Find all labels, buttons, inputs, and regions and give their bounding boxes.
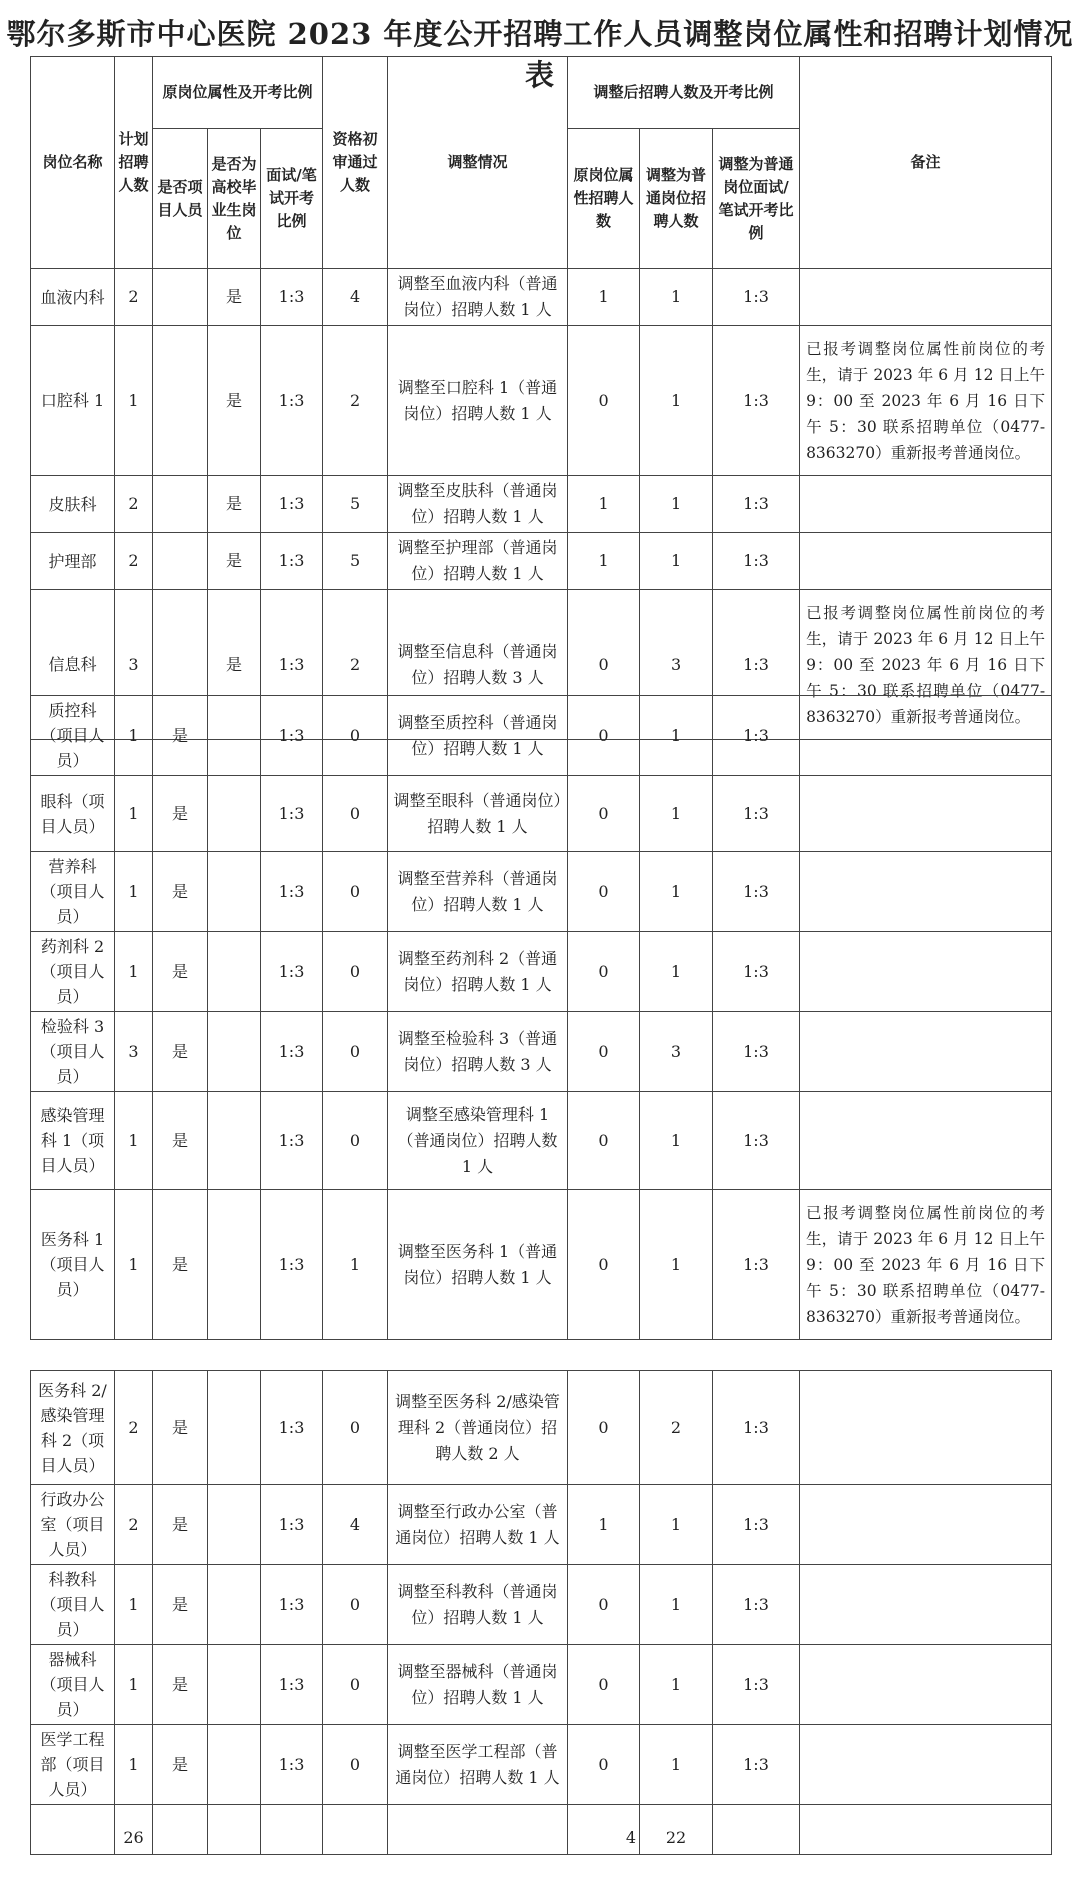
cell-ratio: 1:3 <box>261 696 323 776</box>
cell-plan-count: 1 <box>115 852 153 932</box>
cell-ratio: 1:3 <box>261 476 323 533</box>
cell-is-project: 是 <box>153 852 208 932</box>
cell-original-count: 0 <box>568 696 640 776</box>
cell-original-count: 0 <box>568 1012 640 1092</box>
cell-is-graduate: 是 <box>208 326 261 476</box>
cell-note: 已报考调整岗位属性前岗位的考生，请于 2023 年 6 月 12 日上午 9：00 至 2023 年 6 月 16 日下午 5：30 联系招聘单位（0477-8363270）重新报考普通岗位。 <box>800 590 1052 740</box>
cell-normal-ratio: 1:3 <box>713 776 800 852</box>
cell-plan-count: 2 <box>115 533 153 590</box>
table-row <box>31 326 1052 476</box>
cell-note: 已报考调整岗位属性前岗位的考生，请于 2023 年 6 月 12 日上午 9：00 至 2023 年 6 月 16 日下午 5：30 联系招聘单位（0477-8363270）重新报考普通岗位。 <box>800 326 1052 476</box>
cell-is-graduate <box>208 1725 261 1805</box>
cell-plan-count: 1 <box>115 1645 153 1725</box>
total-plan: 26 <box>115 1805 153 1855</box>
cell-normal-ratio: 1:3 <box>713 476 800 533</box>
cell-post-name: 医务科 2/感染管理科 2（项目人员） <box>31 1371 115 1485</box>
cell-passed-count: 5 <box>323 476 388 533</box>
header-is-project: 是否项目人员 <box>153 129 208 269</box>
table-row <box>31 1565 1052 1645</box>
cell-is-graduate <box>208 1565 261 1645</box>
header-normal-ratio: 调整为普通岗位面试/笔试开考比例 <box>713 129 800 269</box>
cell-normal-count: 1 <box>640 932 713 1012</box>
cell-adjustment: 调整至口腔科 1（普通岗位）招聘人数 1 人 <box>388 326 568 476</box>
cell-is-graduate <box>208 776 261 852</box>
table-row <box>31 1371 1052 1485</box>
cell-post-name: 感染管理科 1（项目人员） <box>31 1092 115 1190</box>
cell-is-graduate <box>208 696 261 776</box>
cell-ratio: 1:3 <box>261 533 323 590</box>
cell-is-graduate <box>208 1371 261 1485</box>
recruitment-table-part-2 <box>30 695 1052 1340</box>
table-row <box>31 1190 1052 1340</box>
cell-is-graduate <box>208 1645 261 1725</box>
cell-adjustment: 调整至行政办公室（普通岗位）招聘人数 1 人 <box>388 1485 568 1565</box>
cell-original-count: 1 <box>568 269 640 326</box>
cell-plan-count: 1 <box>115 776 153 852</box>
cell-post-name: 器械科（项目人员） <box>31 1645 115 1725</box>
table-row <box>31 696 1052 776</box>
cell-adjustment: 调整至医学工程部（普通岗位）招聘人数 1 人 <box>388 1725 568 1805</box>
cell-normal-count: 1 <box>640 269 713 326</box>
cell-passed-count: 0 <box>323 1565 388 1645</box>
header-original-group: 原岗位属性及开考比例 <box>153 57 323 129</box>
recruitment-table-part-3 <box>30 1370 1052 1855</box>
cell-normal-count: 3 <box>640 1012 713 1092</box>
cell-adjustment: 调整至信息科（普通岗位）招聘人数 3 人 <box>388 590 568 740</box>
empty-cell <box>713 1805 800 1855</box>
cell-is-project: 是 <box>153 932 208 1012</box>
cell-is-project: 是 <box>153 1092 208 1190</box>
cell-ratio: 1:3 <box>261 326 323 476</box>
cell-is-project <box>153 533 208 590</box>
cell-plan-count: 2 <box>115 476 153 533</box>
cell-normal-ratio: 1:3 <box>713 1725 800 1805</box>
table-row <box>31 932 1052 1012</box>
cell-note: 已报考调整岗位属性前岗位的考生，请于 2023 年 6 月 12 日上午 9：00 至 2023 年 6 月 16 日下午 5：30 联系招聘单位（0477-8363270）重新报考普通岗位。 <box>800 1190 1052 1340</box>
cell-original-count: 0 <box>568 776 640 852</box>
cell-post-name: 检验科 3（项目人员） <box>31 1012 115 1092</box>
cell-post-name: 质控科（项目人员） <box>31 696 115 776</box>
cell-plan-count: 2 <box>115 1371 153 1485</box>
header-is-graduate: 是否为高校毕业生岗位 <box>208 129 261 269</box>
cell-is-project: 是 <box>153 776 208 852</box>
cell-adjustment: 调整至器械科（普通岗位）招聘人数 1 人 <box>388 1645 568 1725</box>
table-body-3 <box>31 1371 1052 1805</box>
cell-plan-count: 3 <box>115 590 153 740</box>
cell-plan-count: 2 <box>115 1485 153 1565</box>
cell-normal-count: 1 <box>640 533 713 590</box>
cell-adjustment: 调整至皮肤科（普通岗位）招聘人数 1 人 <box>388 476 568 533</box>
cell-ratio: 1:3 <box>261 1485 323 1565</box>
cell-normal-count: 3 <box>640 590 713 740</box>
cell-passed-count: 0 <box>323 696 388 776</box>
cell-is-graduate: 是 <box>208 533 261 590</box>
totals-row <box>31 1805 1052 1855</box>
header-passed-count: 资格初审通过人数 <box>323 57 388 269</box>
cell-post-name: 营养科（项目人员） <box>31 852 115 932</box>
header-ratio: 面试/笔试开考比例 <box>261 129 323 269</box>
empty-cell <box>261 1805 323 1855</box>
cell-is-project: 是 <box>153 1645 208 1725</box>
cell-adjustment: 调整至血液内科（普通岗位）招聘人数 1 人 <box>388 269 568 326</box>
cell-plan-count: 1 <box>115 1565 153 1645</box>
cell-is-project: 是 <box>153 1012 208 1092</box>
table-row <box>31 776 1052 852</box>
cell-post-name: 科教科（项目人员） <box>31 1565 115 1645</box>
cell-note <box>800 1485 1052 1565</box>
cell-original-count: 1 <box>568 476 640 533</box>
cell-note <box>800 533 1052 590</box>
cell-normal-count: 1 <box>640 1190 713 1340</box>
cell-normal-count: 1 <box>640 1725 713 1805</box>
cell-ratio: 1:3 <box>261 776 323 852</box>
cell-adjustment: 调整至质控科（普通岗位）招聘人数 1 人 <box>388 696 568 776</box>
cell-ratio: 1:3 <box>261 852 323 932</box>
cell-normal-ratio: 1:3 <box>713 269 800 326</box>
cell-normal-ratio: 1:3 <box>713 1565 800 1645</box>
cell-is-graduate <box>208 852 261 932</box>
cell-normal-count: 1 <box>640 852 713 932</box>
cell-post-name: 口腔科 1 <box>31 326 115 476</box>
table-row <box>31 533 1052 590</box>
cell-original-count: 1 <box>568 1485 640 1565</box>
cell-plan-count: 1 <box>115 932 153 1012</box>
cell-normal-ratio: 1:3 <box>713 1371 800 1485</box>
cell-note <box>800 776 1052 852</box>
cell-passed-count: 0 <box>323 932 388 1012</box>
cell-is-project: 是 <box>153 1565 208 1645</box>
cell-note <box>800 852 1052 932</box>
cell-adjustment: 调整至医务科 2/感染管理科 2（普通岗位）招聘人数 2 人 <box>388 1371 568 1485</box>
cell-post-name: 血液内科 <box>31 269 115 326</box>
cell-normal-ratio: 1:3 <box>713 1012 800 1092</box>
cell-is-project: 是 <box>153 1371 208 1485</box>
cell-original-count: 0 <box>568 1092 640 1190</box>
cell-ratio: 1:3 <box>261 932 323 1012</box>
table-row <box>31 852 1052 932</box>
cell-is-project <box>153 269 208 326</box>
cell-ratio: 1:3 <box>261 1565 323 1645</box>
cell-passed-count: 0 <box>323 1645 388 1725</box>
cell-post-name: 医务科 1（项目人员） <box>31 1190 115 1340</box>
cell-post-name: 信息科 <box>31 590 115 740</box>
cell-ratio: 1:3 <box>261 1012 323 1092</box>
cell-post-name: 眼科（项目人员） <box>31 776 115 852</box>
cell-adjustment: 调整至眼科（普通岗位）招聘人数 1 人 <box>388 776 568 852</box>
total-normal: 22 <box>640 1805 713 1855</box>
cell-normal-ratio: 1:3 <box>713 932 800 1012</box>
cell-normal-count: 1 <box>640 476 713 533</box>
table-row <box>31 476 1052 533</box>
cell-original-count: 0 <box>568 1645 640 1725</box>
header-after-group: 调整后招聘人数及开考比例 <box>568 57 800 129</box>
cell-normal-count: 1 <box>640 696 713 776</box>
table-row <box>31 269 1052 326</box>
cell-adjustment: 调整至药剂科 2（普通岗位）招聘人数 1 人 <box>388 932 568 1012</box>
cell-adjustment: 调整至营养科（普通岗位）招聘人数 1 人 <box>388 852 568 932</box>
cell-note <box>800 269 1052 326</box>
cell-note <box>800 1725 1052 1805</box>
table-row <box>31 1725 1052 1805</box>
cell-note <box>800 476 1052 533</box>
cell-original-count: 0 <box>568 590 640 740</box>
header-post-name: 岗位名称 <box>31 57 115 269</box>
cell-normal-count: 1 <box>640 1645 713 1725</box>
cell-normal-ratio: 1:3 <box>713 590 800 740</box>
cell-passed-count: 0 <box>323 1012 388 1092</box>
cell-normal-count: 1 <box>640 1485 713 1565</box>
cell-adjustment: 调整至检验科 3（普通岗位）招聘人数 3 人 <box>388 1012 568 1092</box>
cell-is-project <box>153 476 208 533</box>
cell-ratio: 1:3 <box>261 269 323 326</box>
cell-note <box>800 1092 1052 1190</box>
empty-cell <box>388 1805 568 1855</box>
cell-ratio: 1:3 <box>261 1092 323 1190</box>
cell-note <box>800 696 1052 776</box>
cell-plan-count: 3 <box>115 1012 153 1092</box>
table-row <box>31 1485 1052 1565</box>
cell-post-name: 医学工程部（项目人员） <box>31 1725 115 1805</box>
header-normal-count: 调整为普通岗位招聘人数 <box>640 129 713 269</box>
cell-normal-ratio: 1:3 <box>713 1485 800 1565</box>
cell-original-count: 0 <box>568 932 640 1012</box>
cell-ratio: 1:3 <box>261 1725 323 1805</box>
cell-is-project: 是 <box>153 1190 208 1340</box>
cell-original-count: 0 <box>568 1190 640 1340</box>
cell-passed-count: 0 <box>323 852 388 932</box>
cell-is-graduate <box>208 1012 261 1092</box>
cell-passed-count: 0 <box>323 1371 388 1485</box>
cell-adjustment: 调整至医务科 1（普通岗位）招聘人数 1 人 <box>388 1190 568 1340</box>
cell-adjustment: 调整至护理部（普通岗位）招聘人数 1 人 <box>388 533 568 590</box>
cell-post-name: 皮肤科 <box>31 476 115 533</box>
cell-is-graduate: 是 <box>208 269 261 326</box>
cell-post-name: 护理部 <box>31 533 115 590</box>
cell-passed-count: 4 <box>323 269 388 326</box>
cell-is-project <box>153 326 208 476</box>
cell-passed-count: 2 <box>323 590 388 740</box>
cell-original-count: 0 <box>568 1725 640 1805</box>
header-adjustment: 调整情况 <box>388 57 568 269</box>
cell-normal-count: 1 <box>640 1092 713 1190</box>
page-title: 鄂尔多斯市中心医院 2023 年度公开招聘工作人员调整岗位属性和招聘计划情况表 <box>6 17 1074 92</box>
cell-original-count: 1 <box>568 533 640 590</box>
empty-cell <box>153 1805 208 1855</box>
cell-post-name: 药剂科 2（项目人员） <box>31 932 115 1012</box>
totals-label-cell <box>31 1805 115 1855</box>
table-body-2 <box>31 696 1052 1340</box>
cell-original-count: 0 <box>568 1371 640 1485</box>
cell-normal-count: 1 <box>640 326 713 476</box>
cell-normal-ratio: 1:3 <box>713 1092 800 1190</box>
empty-cell <box>323 1805 388 1855</box>
cell-ratio: 1:3 <box>261 1371 323 1485</box>
cell-plan-count: 2 <box>115 269 153 326</box>
empty-cell <box>800 1805 1052 1855</box>
cell-normal-ratio: 1:3 <box>713 1645 800 1725</box>
cell-normal-count: 2 <box>640 1371 713 1485</box>
cell-is-graduate: 是 <box>208 590 261 740</box>
cell-note <box>800 1565 1052 1645</box>
cell-normal-ratio: 1:3 <box>713 1190 800 1340</box>
cell-is-graduate <box>208 1092 261 1190</box>
cell-adjustment: 调整至感染管理科 1（普通岗位）招聘人数 1 人 <box>388 1092 568 1190</box>
header-note: 备注 <box>800 57 1052 269</box>
cell-normal-ratio: 1:3 <box>713 533 800 590</box>
cell-original-count: 0 <box>568 326 640 476</box>
cell-normal-ratio: 1:3 <box>713 696 800 776</box>
cell-ratio: 1:3 <box>261 1190 323 1340</box>
total-original: 4 <box>568 1805 640 1855</box>
cell-normal-ratio: 1:3 <box>713 326 800 476</box>
cell-passed-count: 0 <box>323 1092 388 1190</box>
cell-original-count: 0 <box>568 1565 640 1645</box>
cell-post-name: 行政办公室（项目人员） <box>31 1485 115 1565</box>
cell-is-graduate <box>208 1190 261 1340</box>
empty-cell <box>208 1805 261 1855</box>
cell-is-project: 是 <box>153 1485 208 1565</box>
header-plan-count: 计划招聘人数 <box>115 57 153 269</box>
header-original-count: 原岗位属性招聘人数 <box>568 129 640 269</box>
cell-is-graduate <box>208 932 261 1012</box>
cell-passed-count: 2 <box>323 326 388 476</box>
table-row <box>31 1092 1052 1190</box>
table-row <box>31 1645 1052 1725</box>
table-body-1 <box>31 269 1052 740</box>
cell-note <box>800 1371 1052 1485</box>
cell-normal-count: 1 <box>640 1565 713 1645</box>
cell-note <box>800 1012 1052 1092</box>
cell-normal-count: 1 <box>640 776 713 852</box>
cell-original-count: 0 <box>568 852 640 932</box>
cell-note <box>800 932 1052 1012</box>
cell-adjustment: 调整至科教科（普通岗位）招聘人数 1 人 <box>388 1565 568 1645</box>
cell-is-graduate <box>208 1485 261 1565</box>
cell-passed-count: 4 <box>323 1485 388 1565</box>
cell-is-project: 是 <box>153 696 208 776</box>
cell-passed-count: 0 <box>323 1725 388 1805</box>
cell-is-project: 是 <box>153 1725 208 1805</box>
cell-plan-count: 1 <box>115 326 153 476</box>
cell-note <box>800 1645 1052 1725</box>
cell-plan-count: 1 <box>115 696 153 776</box>
cell-is-graduate: 是 <box>208 476 261 533</box>
cell-passed-count: 5 <box>323 533 388 590</box>
cell-ratio: 1:3 <box>261 590 323 740</box>
recruitment-table-part-1 <box>30 56 1052 740</box>
cell-plan-count: 1 <box>115 1092 153 1190</box>
cell-ratio: 1:3 <box>261 1645 323 1725</box>
cell-passed-count: 1 <box>323 1190 388 1340</box>
cell-plan-count: 1 <box>115 1190 153 1340</box>
cell-passed-count: 0 <box>323 776 388 852</box>
table-row <box>31 1012 1052 1092</box>
cell-normal-ratio: 1:3 <box>713 852 800 932</box>
cell-plan-count: 1 <box>115 1725 153 1805</box>
